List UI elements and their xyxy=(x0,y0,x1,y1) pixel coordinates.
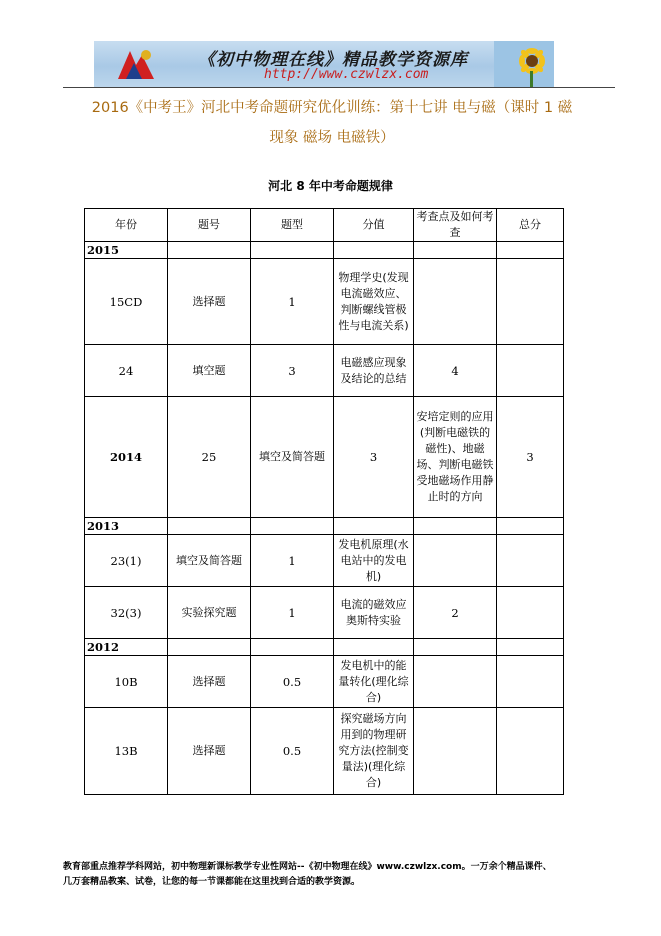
question-no: 23(1) xyxy=(85,535,168,587)
year-row-2012 xyxy=(85,639,564,656)
exam-point: 物理学史(发现电流磁效应、判断螺线管极性与电流关系) xyxy=(334,259,414,345)
question-type: 填空题 xyxy=(168,345,251,397)
col-header-score: 分值 xyxy=(334,209,414,242)
total-score xyxy=(414,259,497,345)
footer-line-1: 教育部重点推荐学科网站，初中物理新课标教学专业性网站--《初中物理在线》www.czwlzx.com。一万余个精品课件、 xyxy=(63,862,552,872)
exam-point: 发电机中的能量转化(理化综合) xyxy=(334,656,414,708)
question-type: 填空及简答题 xyxy=(251,397,334,518)
year-label: 2015 xyxy=(85,242,168,259)
exam-point: 电磁感应现象及结论的总结 xyxy=(334,345,414,397)
empty-cell xyxy=(497,587,564,639)
empty-cell xyxy=(251,242,334,259)
table-row xyxy=(85,397,564,518)
empty-cell xyxy=(414,639,497,656)
table-row xyxy=(85,708,564,795)
question-type: 选择题 xyxy=(168,656,251,708)
score: 1 xyxy=(251,259,334,345)
empty-cell xyxy=(334,518,414,535)
question-no: 15CD xyxy=(85,259,168,345)
header-banner xyxy=(94,41,554,87)
empty-cell xyxy=(168,639,251,656)
empty-cell xyxy=(414,535,497,587)
empty-cell xyxy=(497,535,564,587)
year-label: 2013 xyxy=(85,518,168,535)
score: 3 xyxy=(334,397,414,518)
table-row xyxy=(85,345,564,397)
empty-cell xyxy=(414,242,497,259)
year-row-2015 xyxy=(85,242,564,259)
score: 1 xyxy=(251,535,334,587)
question-type: 选择题 xyxy=(168,259,251,345)
question-no: 24 xyxy=(85,345,168,397)
exam-point: 发电机原理(水电站中的发电机) xyxy=(334,535,414,587)
empty-cell xyxy=(497,345,564,397)
question-no: 10B xyxy=(85,656,168,708)
total-score: 2 xyxy=(414,587,497,639)
score: 0.5 xyxy=(251,656,334,708)
total-score: 4 xyxy=(414,345,497,397)
empty-cell xyxy=(497,639,564,656)
empty-cell xyxy=(168,518,251,535)
year-row-2013 xyxy=(85,518,564,535)
site-logo-icon xyxy=(112,45,160,85)
col-header-type: 题型 xyxy=(251,209,334,242)
empty-cell xyxy=(334,639,414,656)
exam-point: 电流的磁效应奥斯特实验 xyxy=(334,587,414,639)
banner-url[interactable]: http://www.czwlzx.com xyxy=(264,67,429,82)
score: 0.5 xyxy=(251,708,334,795)
year-label: 2012 xyxy=(85,639,168,656)
sunflower-image-icon xyxy=(494,41,554,87)
exam-pattern-table xyxy=(84,208,564,795)
col-header-exam-point: 考查点及如何考查 xyxy=(414,209,497,242)
empty-cell xyxy=(414,708,497,795)
empty-cell xyxy=(497,518,564,535)
empty-cell xyxy=(251,518,334,535)
question-no: 13B xyxy=(85,708,168,795)
col-header-question: 题号 xyxy=(168,209,251,242)
col-header-year: 年份 xyxy=(85,209,168,242)
table-row xyxy=(85,656,564,708)
question-type: 选择题 xyxy=(168,708,251,795)
question-no: 32(3) xyxy=(85,587,168,639)
exam-point: 探究磁场方向用到的物理研究方法(控制变量法)(理化综合) xyxy=(334,708,414,795)
question-type: 填空及简答题 xyxy=(168,535,251,587)
empty-cell xyxy=(497,708,564,795)
exam-point: 安培定则的应用(判断电磁铁的磁性)、地磁场、判断电磁铁受地磁场作用静止时的方向 xyxy=(414,397,497,518)
header-divider xyxy=(63,87,615,88)
empty-cell xyxy=(414,656,497,708)
empty-cell xyxy=(497,242,564,259)
table-header-row xyxy=(85,209,564,242)
page-footer xyxy=(63,860,623,890)
document-title: 2016《中考王》河北中考命题研究优化训练：第十七讲 电与磁（课时 1 磁现象 磁场 电磁铁） xyxy=(91,100,573,146)
table-row xyxy=(85,535,564,587)
table-row xyxy=(85,259,564,345)
table-title: 河北 8 年中考命题规律 xyxy=(268,179,393,193)
score: 3 xyxy=(251,345,334,397)
empty-cell xyxy=(497,259,564,345)
empty-cell xyxy=(168,242,251,259)
empty-cell xyxy=(414,518,497,535)
total-score: 3 xyxy=(497,397,564,518)
score: 1 xyxy=(251,587,334,639)
year-label: 2014 xyxy=(85,397,168,518)
empty-cell xyxy=(334,242,414,259)
table-row xyxy=(85,587,564,639)
empty-cell xyxy=(497,656,564,708)
banner-title: 《初中物理在线》精品教学资源库 xyxy=(198,50,468,70)
empty-cell xyxy=(251,639,334,656)
footer-line-2: 几万套精品教案、试卷，让您的每一节课都能在这里找到合适的教学资源。 xyxy=(63,877,361,887)
col-header-total: 总分 xyxy=(497,209,564,242)
question-no: 25 xyxy=(168,397,251,518)
question-type: 实验探究题 xyxy=(168,587,251,639)
